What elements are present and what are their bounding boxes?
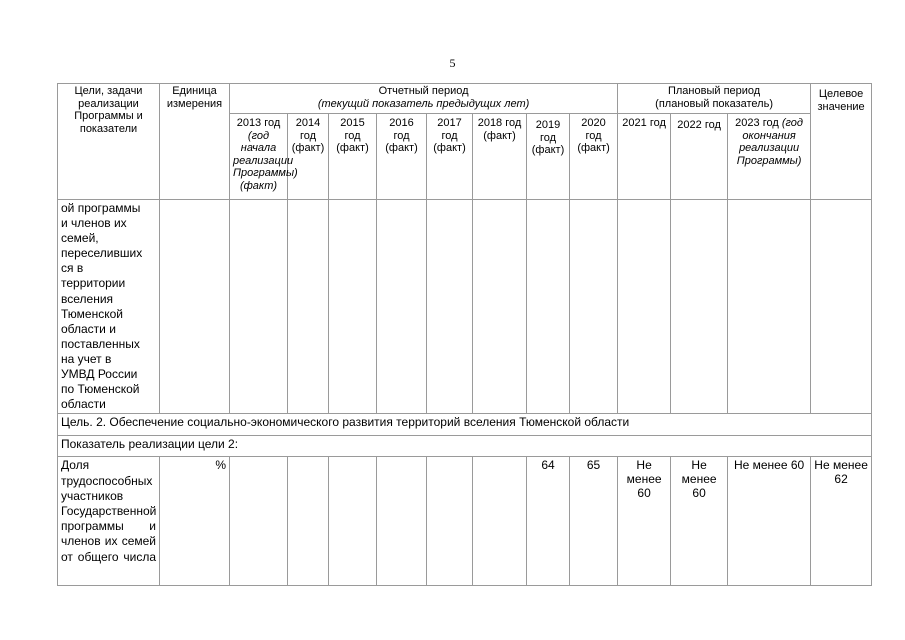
header-year-2015: 2015 год (факт)	[329, 114, 377, 200]
empty-cell	[288, 457, 329, 586]
header-year-2018: 2018 год (факт)	[473, 114, 527, 200]
header-year-2017: 2017 год (факт)	[427, 114, 473, 200]
empty-cell	[473, 200, 527, 414]
indicator-row-text: Доля трудоспособных участников Государственной программы и членов их семей от общего числа	[58, 457, 160, 586]
header-year-2023	[728, 114, 811, 200]
planned-period-subtitle: (плановый показатель)	[655, 97, 773, 110]
reporting-period-subtitle: (текущий показатель предыдущих лет)	[317, 97, 530, 110]
empty-cell	[288, 200, 329, 414]
empty-cell	[527, 200, 570, 414]
reporting-period-title: Отчетный период	[378, 85, 469, 97]
year-2023-note: (год окончания реализации Программы)	[736, 117, 803, 167]
year-2013-label: 2013 год	[236, 117, 281, 129]
header-year-2016: 2016 год (факт)	[377, 114, 427, 200]
header-goals: Цели, задачи реализации Программы и показатели	[58, 84, 160, 200]
indicator-value-2023: Не менее 60	[728, 457, 811, 586]
header-reporting-period	[230, 84, 618, 114]
empty-cell	[377, 200, 427, 414]
empty-cell	[329, 200, 377, 414]
header-year-2014: 2014 год (факт)	[288, 114, 329, 200]
empty-cell	[160, 200, 230, 414]
header-year-2021: 2021 год	[618, 114, 671, 200]
indicator-value-2021: Не менее 60	[618, 457, 671, 586]
empty-cell	[427, 457, 473, 586]
empty-cell	[230, 457, 288, 586]
indicator-value-2020: 65	[570, 457, 618, 586]
header-target-value: Целевое значение	[811, 84, 872, 200]
header-year-2013	[230, 114, 298, 200]
empty-cell	[230, 200, 288, 414]
empty-cell	[570, 200, 618, 414]
empty-cell	[377, 457, 427, 586]
header-planned-period	[618, 84, 811, 114]
empty-cell	[329, 457, 377, 586]
empty-cell	[618, 200, 671, 414]
indicator-value-2022: Не менее 60	[671, 457, 728, 586]
header-year-2022: 2022 год	[671, 114, 728, 200]
indicator-target-value: Не менее 62	[811, 457, 872, 586]
goal-2-row: Цель. 2. Обеспечение социально-экономического развития территорий вселения Тюменской области	[58, 414, 872, 436]
planned-period-title: Плановый период	[667, 85, 761, 97]
header-year-2019: 2019 год (факт)	[527, 114, 570, 200]
empty-cell	[473, 457, 527, 586]
year-2013-note: (год начала реализации Программы) (факт)	[233, 129, 298, 192]
year-2023-label: 2023 год	[735, 117, 782, 129]
continued-indicator-text: ой программы и членов их семей, переселивших ся в территории вселения Тюменской области и поставленных на учет в УМВД России по Тюменской области	[58, 200, 160, 414]
empty-cell	[671, 200, 728, 414]
indicator-value-2019: 64	[527, 457, 570, 586]
indicator-2-row: Показатель реализации цели 2:	[58, 436, 872, 457]
empty-cell	[811, 200, 872, 414]
indicator-row-unit: %	[160, 457, 230, 586]
empty-cell	[728, 200, 811, 414]
empty-cell	[427, 200, 473, 414]
header-unit: Единица измерения	[160, 84, 230, 200]
page-number: 5	[449, 56, 456, 70]
program-indicators-table	[57, 83, 872, 586]
header-year-2020: 2020 год (факт)	[570, 114, 618, 200]
